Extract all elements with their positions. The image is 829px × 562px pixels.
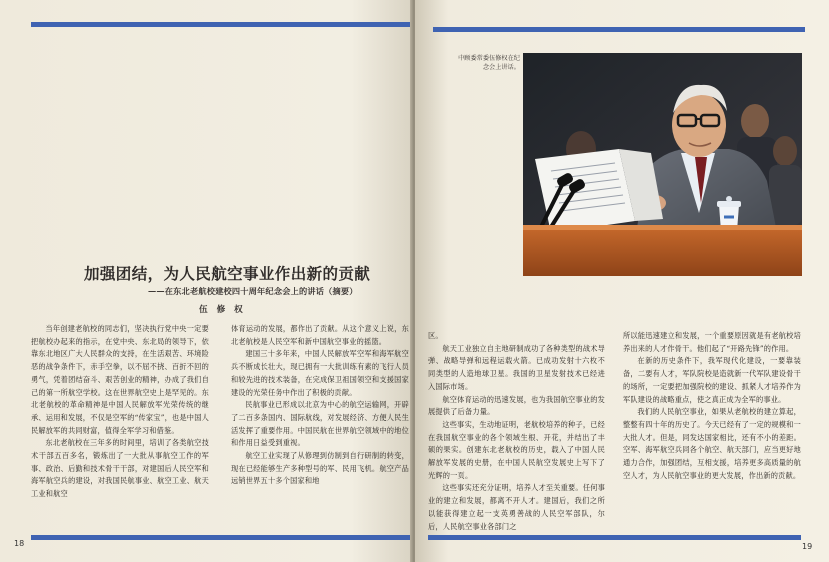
paragraph: 航天工业独立自主地研制成功了各种类型的战术导弹、战略导弹和远程运载火箭。已成功发射十六枚不同类型的人造地球卫星。我国的卫星发射技术已经进入国际市场。 [428, 343, 605, 391]
paragraph: 航空体育运动的迅速发展，也为我国航空事业的发展提供了后备力量。 [428, 394, 605, 417]
paragraph: 我们的人民航空事业，如果从老航校的建立算起，整整有四十年的历史了。今天已经有了一定的规模和一大批人才。但是，同发达国家相比，还有不小的差距。空军、海军航空兵同各个航空、航天部门，应当更好地通力合作，加强团结，互相支援，培养更多高质量的航空人才，为人民航空事业的更大发展，作出新的贡献。 [623, 407, 801, 480]
text-column-1 [31, 323, 209, 501]
text-column-3 [428, 330, 605, 533]
bottom-rule-left [31, 535, 410, 540]
page-number-right: 19 [802, 542, 813, 551]
page-number-left: 18 [14, 539, 25, 548]
paragraph: 航空工业实现了从修理到仿制到自行研制的转变，现在已经能够生产多种型号的军、民用飞机。航空产品远销世界五十多个国家和地 [231, 451, 409, 486]
paragraph: 建国三十多年来，中国人民解放军空军和海军航空兵不断成长壮大，现已拥有一大批训练有素的飞行人员和较先进的技术装备，在完成保卫祖国领空和支援国家建设的光荣任务中作出了积极的贡献。 [231, 349, 409, 397]
article-subtitle: ——在东北老航校建校四十周年纪念会上的讲话（摘要） [148, 286, 358, 296]
paragraph: 体育运动的发展，都作出了贡献。从这个意义上说，东北老航校是人民空军和新中国航空事业的摇篮。 [231, 324, 409, 346]
speaker-photo [523, 53, 802, 276]
article-author: 伍 修 权 [199, 305, 246, 315]
article-title: 加强团结，为人民航空事业作出新的贡献 [84, 264, 371, 283]
paragraph: 这些事实还充分证明，培养人才至关重要。任何事业的建立和发展，都离不开人才。建国后，我们之所以能获得建立起一支英勇善战的人民空军部队，尔后，人民航空事业各部门之 [428, 483, 605, 531]
top-rule-right [433, 27, 805, 32]
text-column-4 [623, 330, 801, 482]
paragraph: 区。 [428, 331, 443, 340]
paragraph: 所以能迅速建立和发展，一个重要原因就是有老航校培养出来的人才作骨干。他们起了“开路先锋”的作用。 [623, 331, 801, 353]
text-column-2 [231, 323, 409, 488]
paragraph: 民航事业已形成以北京为中心的航空运输网，开辟了二百多条国内、国际航线，对发展经济、方便人民生活发挥了重要作用。中国民航在世界航空领域中的地位和作用日益受到重视。 [231, 400, 409, 448]
bottom-rule-right [428, 535, 801, 540]
photo-caption: 中顾委常委伍修权在纪念会上讲话。 [458, 55, 520, 71]
paragraph: 这些事实，生动地证明，老航校培养的种子，已经在我国航空事业的各个领域生根、开花，并结出了丰硕的果实。创建东北老航校的历史，载入了中国人民解放军发展的史册，在中国人民航空发展史上写下了光辉的一页。 [428, 419, 605, 480]
paragraph: 当年创建老航校的同志们，坚决执行党中央一定要把航校办起来的指示，在党中央、东北局的领导下，依靠东北地区广大人民群众的支持，在生活艰苦、环境险恶的战争条件下，赤手空拳，以不屈不挠、百折不回的勇气，凭着团结奋斗、艰苦创业的精神，办成了我们自己的第一所航空学校。这在世界航空史上是罕见的。东北老航校的革命精神是中国人民解放军光荣传统的继承、运用和发展，不仅是空军的“传家宝”，也是中国人民解放军的共同财富，值得全军学习和借鉴。 [31, 324, 209, 435]
paragraph: 在新的历史条件下，我军现代化建设，一要靠装备，二要有人才，军队院校是造就新一代军队建设骨干的场所，一定要把加强院校的建设、抓紧人才培养作为军队建设的战略重点，使之真正成为全军的事业。 [623, 356, 801, 404]
left-page [0, 0, 413, 562]
paragraph: 东北老航校在三年多的时间里，培训了各类航空技术干部五百多名，锻炼出了一大批从事航空工作的军事、政治、后勤和技术骨干干部，对建国后人民空军和海军航空兵的建设，对我国民航事业、航空工业、航天工业和航空 [31, 438, 209, 499]
top-rule-left [31, 22, 410, 27]
speaker-photo-illustration [523, 53, 802, 276]
